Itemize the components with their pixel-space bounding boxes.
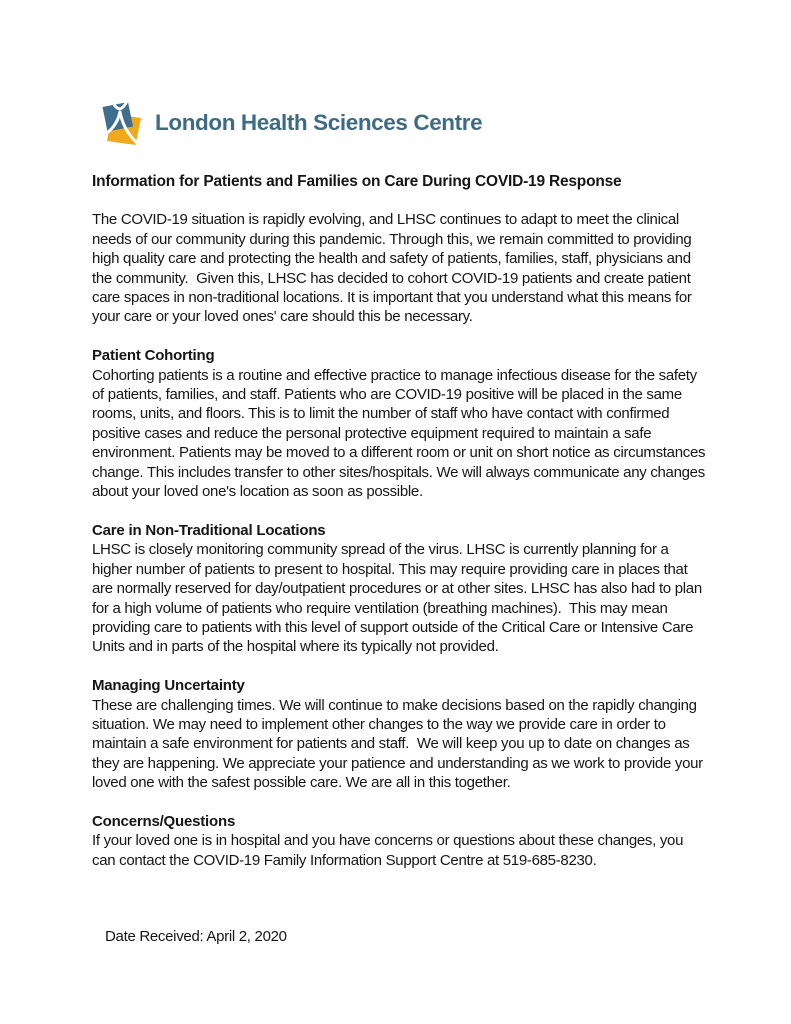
- intro-paragraph: The COVID-19 situation is rapidly evolving, and LHSC continues to adapt to meet the clinical needs of our community during this pandemic. Through this, we remain committed to providing high quality care and protecting the health and safety of patients, families, staff, physicians and the community. Given this, LHSC has decided to cohort COVID-19 patients and create patient care spaces in non-traditional locations. It is important that you understand what this means for your care or your loved ones' care should this be necessary.: [92, 211, 696, 326]
- section-paragraph: Cohorting patients is a routine and effective practice to manage infectious disease for the safety of patients, families, and staff. Patients who are COVID-19 positive will be placed in the same rooms, units, and floors. This is to limit the number of staff who have contact with confirmed positive cases and reduce the personal protective equipment required to maintain a safe environment. Patients may be moved to a different room or unit on short notice as circumstances change. This includes transfer to other sites/hospitals. We will always communicate any changes about your loved one's location as soon as possible.: [92, 366, 710, 501]
- section-heading: Managing Uncertainty: [92, 677, 245, 695]
- lhsc-logo: [96, 100, 708, 146]
- date-received-note: Date Received: April 2, 2020: [105, 928, 287, 946]
- section-non-traditional-locations: [92, 521, 708, 657]
- section-heading: Concerns/Questions: [92, 812, 236, 830]
- section-paragraph: These are challenging times. We will continue to make decisions based on the rapidly changing situation. We may need to implement other changes to the way we provide care in order to maintain a safe environment for patients and staff. We will keep you up to date on changes as they are happening. We appreciate your patience and understanding as we work to provide your loved one with the safest possible care. We are all in this together.: [92, 696, 707, 792]
- logo-wordmark: London Health Sciences Centre: [155, 110, 483, 135]
- section-heading: Care in Non-Traditional Locations: [92, 521, 326, 539]
- section-paragraph: If your loved one is in hospital and you have concerns or questions about these changes, you can contact the COVID-19 Family Information Support Centre at 519-685-8230.: [92, 832, 688, 869]
- document-title: Information for Patients and Families on Care During COVID-19 Response: [92, 173, 622, 190]
- document-content: [92, 100, 708, 947]
- section-concerns-questions: [92, 812, 708, 870]
- section-patient-cohorting: [92, 346, 708, 501]
- section-paragraph: LHSC is closely monitoring community spread of the virus. LHSC is currently planning for a higher number of patients to present to hospital. This may require providing care in places that are normally reserved for day/outpatient procedures or at other sites. LHSC has also had to plan for a high volume of patients who require ventilation (breathing machines). This may mean providing care to patients with this level of support outside of the Critical Care or Intensive Care Units and in parts of the hospital where its typically not provided.: [92, 541, 706, 656]
- section-heading: Patient Cohorting: [92, 347, 215, 365]
- lhsc-crest-icon: [96, 100, 146, 146]
- section-managing-uncertainty: [92, 676, 708, 792]
